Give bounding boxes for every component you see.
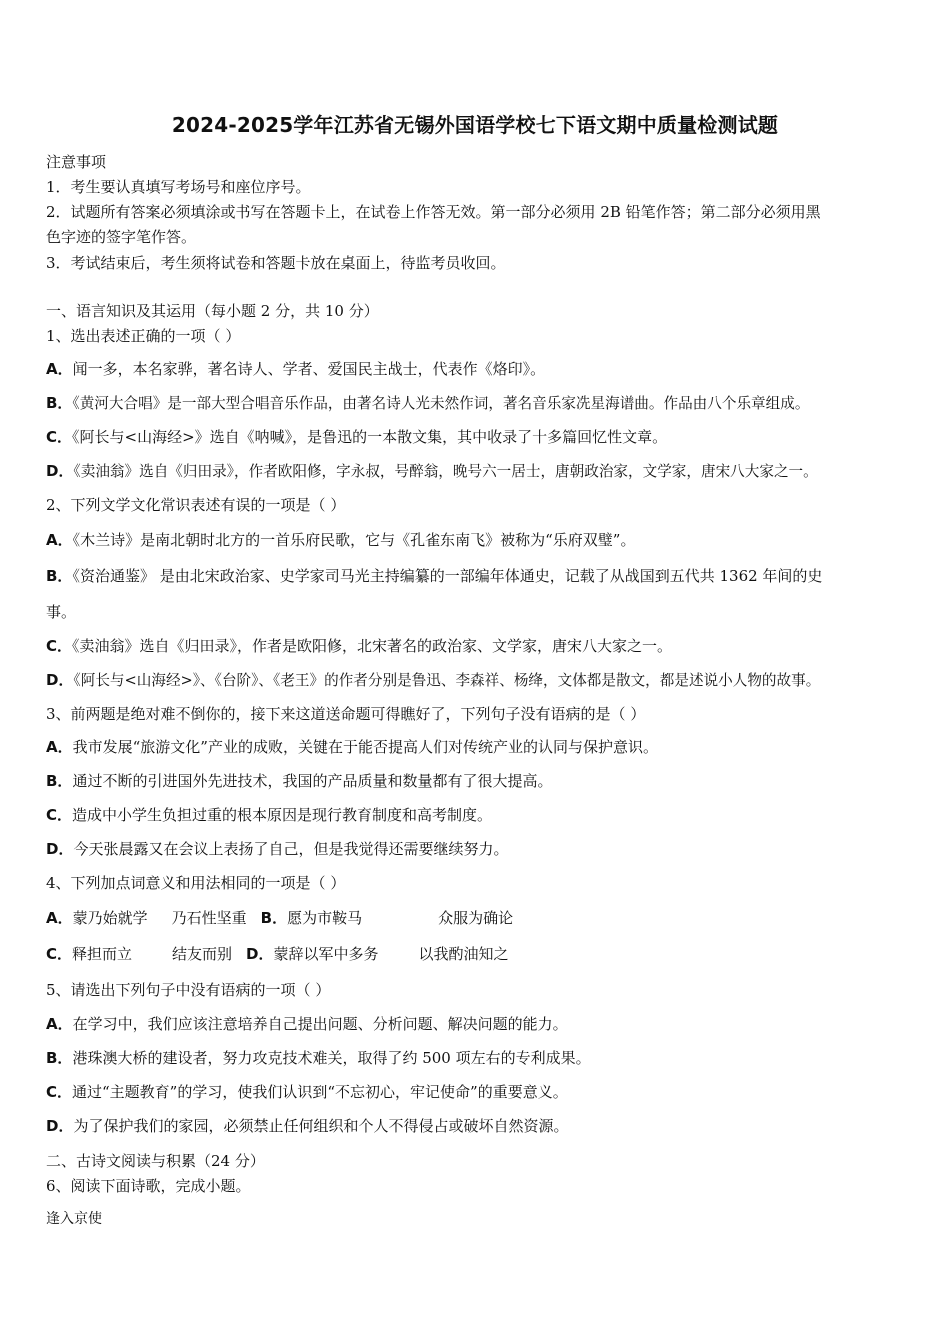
q4-stem: 4、下列加点词意义和用法相同的一项是（ ）	[46, 874, 346, 892]
q1-stem: 1、选出表述正确的一项（ ）	[46, 327, 241, 345]
option-text: 通过“主题教育”的学习，使我们认识到“不忘初心，牢记使命”的重要意义。	[72, 1083, 568, 1101]
option-text: 《阿长与<山海经>》、《台阶》、《老王》的作者分别是鲁迅、李森祥、杨绛，文体都是散文，都是述说小人物的故事。	[73, 672, 821, 689]
option-text: 愿为市鞍马	[287, 909, 363, 927]
q3-stem: 3、前两题是绝对难不倒你的，接下来这道送命题可得瞧好了，下列句子没有语病的是（ ）	[46, 705, 646, 723]
option-text: 造成中小学生负担过重的根本原因是现行教育制度和高考制度。	[72, 806, 493, 824]
q5-option-d	[46, 1116, 568, 1136]
option-text: 港珠澳大桥的建设者，努力攻克技术难关，取得了约 500 项左右的专利成果。	[72, 1049, 591, 1067]
option-label: D．	[46, 1117, 74, 1135]
option-label: C．	[46, 428, 73, 446]
q5-option-c	[46, 1082, 568, 1102]
q2-option-b	[46, 566, 822, 586]
q2-option-c	[46, 636, 672, 656]
option-text: 《阿长与<山海经>》选自《呐喊》，是鲁迅的一本散文集，其中收录了十多篇回忆性文章。	[72, 428, 668, 446]
option-text: 我市发展“旅游文化”产业的成败，关键在于能否提高人们对传统产业的认同与保护意识。	[72, 738, 658, 756]
option-text: 众服为确论	[438, 909, 514, 927]
section2-heading: 二、古诗文阅读与积累（24 分）	[46, 1152, 265, 1170]
option-text: 通过不断的引进国外先进技术，我国的产品质量和数量都有了很大提高。	[72, 772, 553, 790]
q2-option-b-cont: 事。	[46, 603, 77, 621]
q6-stem: 6、阅读下面诗歌，完成小题。	[46, 1177, 251, 1195]
option-label: D．	[246, 945, 274, 963]
option-text: 闻一多，本名家骅，著名诗人、学者、爱国民主战士，代表作《烙印》。	[72, 360, 546, 378]
q1-option-d	[46, 461, 818, 482]
notice-item-1: 1．考生要认真填写考场号和座位序号。	[46, 178, 311, 196]
q3-option-d	[46, 839, 508, 859]
q1-option-c	[46, 427, 667, 447]
q2-stem: 2、下列文学文化常识表述有误的一项是（ ）	[46, 496, 346, 514]
notice-item-2-cont: 色字迹的签字笔作答。	[46, 228, 197, 246]
q1-option-b	[46, 393, 809, 414]
page-title: 2024-2025学年江苏省无锡外国语学校七下语文期中质量检测试题	[171, 113, 779, 137]
option-text: 今天张晨露又在会议上表扬了自己，但是我觉得还需要继续努力。	[73, 840, 509, 858]
option-label: A．	[46, 360, 73, 378]
option-label: B．	[46, 567, 73, 585]
option-text: 《卖油翁》选自《归田录》，作者欧阳修，字永叔，号醉翁，晚号六一居士，唐朝政治家，文学家，唐宋八大家之一。	[73, 463, 818, 480]
option-label: C．	[46, 1083, 73, 1101]
option-text: 《木兰诗》是南北朝时北方的一首乐府民歌，它与《孔雀东南飞》被称为“乐府双璧”。	[72, 531, 636, 549]
section1-heading: 一、语言知识及其运用（每小题 2 分，共 10 分）	[46, 302, 379, 320]
option-label: B．	[46, 1049, 73, 1067]
poem-title: 逢入京使	[46, 1211, 102, 1227]
option-label: C．	[46, 806, 73, 824]
option-label: C．	[46, 945, 73, 963]
q2-option-d	[46, 670, 820, 691]
option-text: 释担而立	[72, 945, 133, 963]
option-text: 为了保护我们的家园，必须禁止任何组织和个人不得侵占或破坏自然资源。	[73, 1117, 569, 1135]
option-text: 蒙乃始就学	[72, 909, 148, 927]
option-label: A．	[46, 909, 73, 927]
option-text: 蒙辞以军中多务	[273, 945, 379, 963]
q5-stem: 5、请选出下列句子中没有语病的一项（ ）	[46, 981, 331, 999]
option-label: A．	[46, 738, 73, 756]
q3-option-b	[46, 771, 552, 791]
q5-option-b	[46, 1048, 591, 1068]
option-text: 结友而别	[172, 945, 233, 963]
option-label: B．	[46, 394, 73, 412]
q3-option-c	[46, 805, 492, 825]
option-text: 《卖油翁》选自《归田录》，作者是欧阳修，北宋著名的政治家、文学家，唐宋八大家之一。	[72, 637, 673, 655]
option-text: 《黄河大合唱》是一部大型合唱音乐作品，由著名诗人光未然作词，著名音乐家冼星海谱曲。作品由八个乐章组成。	[72, 395, 810, 412]
option-label: D．	[46, 671, 74, 689]
q1-option-a	[46, 359, 545, 379]
option-text: 在学习中，我们应该注意培养自己提出问题、分析问题、解决问题的能力。	[72, 1015, 568, 1033]
option-text: 以我酌油知之	[418, 945, 509, 963]
option-label: A．	[46, 1015, 73, 1033]
notice-item-3: 3．考试结束后，考生须将试卷和答题卡放在桌面上，待监考员收回。	[46, 254, 506, 272]
option-label: B．	[46, 772, 73, 790]
q2-option-a	[46, 530, 635, 550]
q4-row-1	[46, 908, 513, 928]
notice-item-2: 2．试题所有答案必须填涂或书写在答题卡上，在试卷上作答无效。第一部分必须用 2B 铅笔作答；第二部分必须用黑	[46, 203, 821, 221]
notice-heading: 注意事项	[46, 153, 107, 171]
q4-row-2	[46, 944, 509, 964]
option-text: 乃石性坚重	[171, 909, 247, 927]
q3-option-a	[46, 737, 658, 757]
option-label: C．	[46, 637, 73, 655]
option-label: A．	[46, 531, 73, 549]
option-label: D．	[46, 840, 74, 858]
q5-option-a	[46, 1014, 568, 1034]
option-label: B．	[260, 909, 288, 927]
option-label: D．	[46, 462, 74, 480]
option-text: 《资治通鉴》 是由北宋政治家、史学家司马光主持编纂的一部编年体通史，记载了从战国到五代共 1362 年间的史	[72, 567, 823, 585]
